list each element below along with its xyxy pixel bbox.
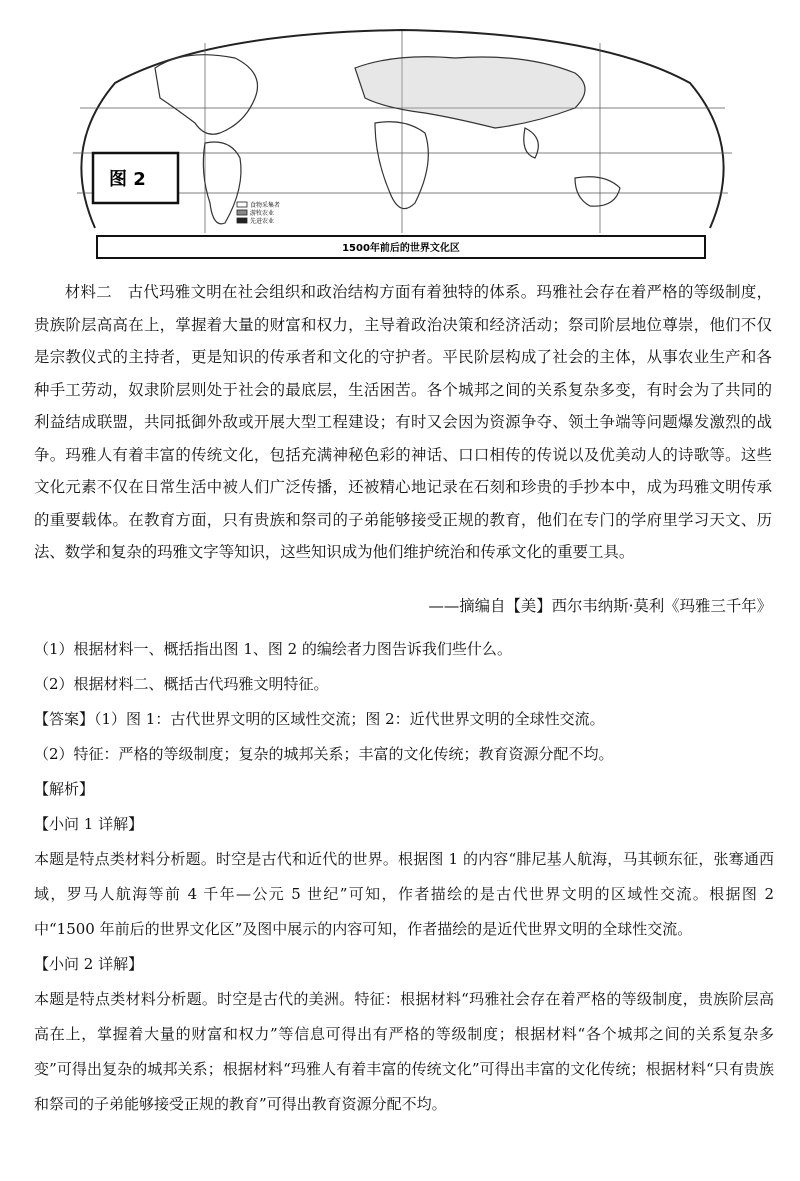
question-answer-section: [34, 632, 774, 1122]
figure-label: 图 2: [109, 169, 146, 190]
material-two-text: 材料二 古代玛雅文明在社会组织和政治结构方面有着独特的体系。玛雅社会存在着严格的等级制度，贵族阶层高高在上，掌握着大量的财富和权力，主导着政治决策和经济活动；祭司阶层地位尊崇，他们不仅是宗教仪式的主持者，更是知识的传承者和文化的守护者。平民阶层构成了社会的主体，从事农业生产和各种手工劳动，奴隶阶层则处于社会的最底层，生活困苦。各个城邦之间的关系复杂多变，有时会为了共同的利益结成联盟，共同抵御外敌或开展大型工程建设；有时又会因为资源争夺、领土争端等问题爆发激烈的战争。玛雅人有着丰富的传统文化，包括充满神秘色彩的神话、口口相传的传说以及优美动人的诗歌等。这些文化元素不仅在日常生活中被人们广泛传播，还被精心地记录在石刻和珍贵的手抄本中，成为玛雅文明传承的重要载体。在教育方面，只有贵族和祭司的子弟能够接受正规的教育，他们在专门的学府里学习天文、历法、数学和复杂的玛雅文字等知识，这些知识成为他们维护统治和传承文化的重要工具。: [34, 283, 772, 561]
legend-item-1: 游牧农业: [250, 210, 275, 217]
subquestion-2-text: 本题是特点类材料分析题。时空是古代的美洲。特征：根据材料“玛雅社会存在着严格的等级制度，贵族阶层高高在上，掌握着大量的财富和权力”等信息可得出有严格的等级制度；根据材料“各个城邦之间的关系复杂多变”可得出复杂的城邦关系；根据材料“玛雅人有着丰富的传统文化”可得出丰富的文化传统；根据材料“只有贵族和祭司的子弟能够接受正规的教育”可得出教育资源分配不均。: [34, 990, 774, 1113]
subquestion-2-heading: 【小问 2 详解】: [34, 955, 144, 973]
answer-line-1: 【答案】（1）图 1：古代世界文明的区域性交流；图 2：近代世界文明的全球性交流。: [34, 710, 605, 728]
material-source: ——摘编自【美】西尔韦纳斯·莫利《玛雅三千年》: [428, 597, 772, 615]
subquestion-1-heading: 【小问 1 详解】: [34, 815, 144, 833]
answer-line-2: （2）特征：严格的等级制度；复杂的城邦关系；丰富的文化传统；教育资源分配不均。: [34, 745, 614, 763]
material-two: [34, 276, 772, 569]
question-1: （1）根据材料一、概括指出图 1、图 2 的编绘者力图告诉我们些什么。: [34, 640, 512, 658]
subquestion-1-text: 本题是特点类材料分析题。时空是古代和近代的世界。根据图 1 的内容“腓尼基人航海，马其顿东征，张骞通西域，罗马人航海等前 4 千年—公元 5 世纪”可知，作者描绘的是古代世界文明的区域性交流。根据图 2 中“1500 年前后的世界文化区”及图中展示的内容可知，作者描绘的是近代世界文明的全球性交流。: [34, 850, 774, 938]
map-caption: 1500年前后的世界文化区: [342, 243, 460, 254]
analysis-heading: 【解析】: [34, 780, 95, 798]
legend-item-2: 先进农业: [250, 218, 275, 225]
map-continents: [155, 55, 620, 224]
map-legend: [237, 201, 280, 225]
question-2: （2）根据材料二、概括古代玛雅文明特征。: [34, 675, 329, 693]
world-culture-map: [55, 28, 750, 273]
legend-item-0: 食物采集者: [250, 202, 281, 209]
